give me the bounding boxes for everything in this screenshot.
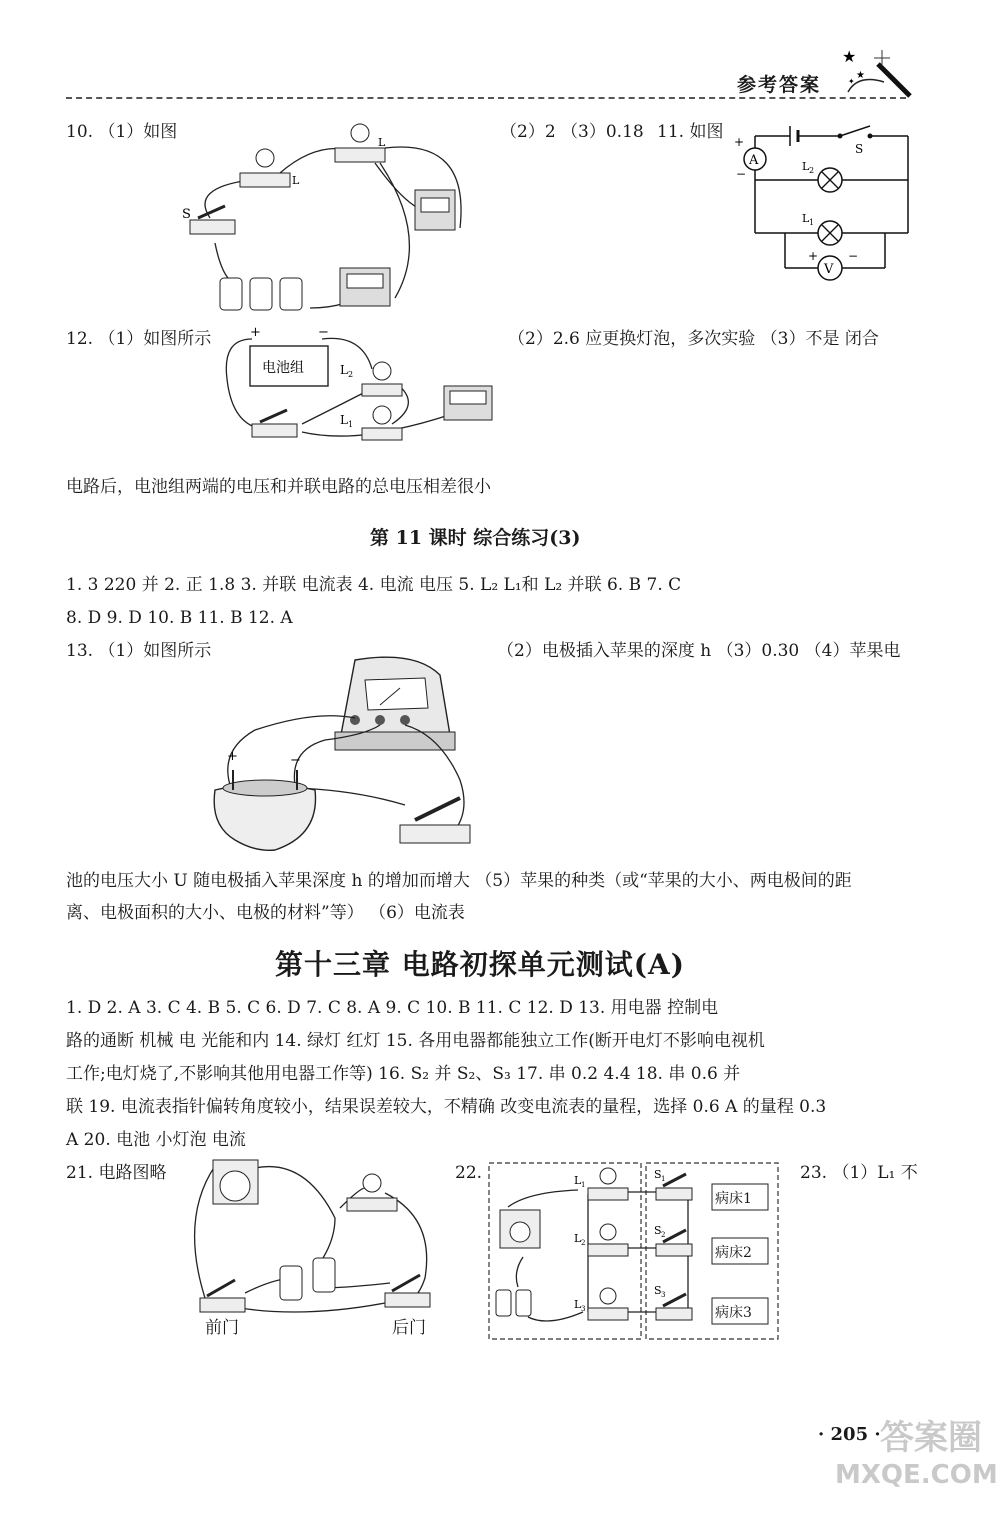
q13-answer-tail: （2）电极插入苹果的深度 h （3）0.30 （4）苹果电	[497, 641, 901, 661]
q22-bed-1: 病床1	[715, 1191, 752, 1207]
svg-text:−: −	[736, 167, 747, 181]
q21-front-door-label: 前门	[205, 1318, 239, 1338]
svg-text:2: 2	[348, 370, 354, 379]
svg-text:2: 2	[809, 166, 815, 175]
svg-text:1: 1	[348, 420, 354, 429]
svg-text:S: S	[855, 142, 864, 156]
svg-text:S: S	[182, 207, 191, 222]
q21-label: 21. 电路图略	[66, 1163, 167, 1183]
svg-text:★: ★	[842, 47, 857, 66]
q13-answer-continued-2: 离、电极面积的大小、电极的材料”等） （6）电流表	[66, 903, 465, 923]
svg-text:+: +	[734, 135, 745, 149]
q13-apple-battery-figure	[215, 640, 485, 850]
chapter-answers-line3: 工作;电灯烧了,不影响其他用电器工作等) 16. S₂ 并 S₂、S₃ 17. 串 0.2 4.4 18. 串 0.6 并	[66, 1064, 741, 1084]
svg-text:1: 1	[809, 218, 815, 227]
watermark-logo: 答案圈	[880, 1418, 982, 1458]
q10-label: 10. （1）如图	[66, 122, 178, 142]
q11-label: 11. 如图	[657, 122, 724, 142]
magic-wand-icon	[838, 44, 918, 104]
svg-text:A: A	[749, 153, 759, 168]
svg-text:★: ★	[856, 70, 865, 81]
q12-circuit-figure	[222, 324, 502, 444]
svg-text:+: +	[808, 249, 819, 263]
q22-bed-2: 病床2	[715, 1245, 752, 1261]
header-divider	[66, 97, 906, 99]
q12-answer-tail: （2）2.6 应更换灯泡，多次实验 （3）不是 闭合	[508, 329, 879, 349]
svg-text:电池组: 电池组	[262, 360, 304, 376]
svg-text:L: L	[574, 1232, 582, 1245]
q22-bed-3: 病床3	[715, 1305, 752, 1321]
watermark-url: MXQE.COM	[835, 1460, 998, 1490]
svg-text:S: S	[654, 1224, 662, 1237]
q12-label: 12. （1）如图所示	[66, 329, 212, 349]
svg-text:L: L	[340, 363, 348, 377]
svg-text:1: 1	[581, 1181, 586, 1189]
q11-circuit-diagram	[730, 118, 910, 288]
svg-text:−: −	[318, 325, 329, 340]
page-number: · 205 ·	[818, 1424, 881, 1445]
svg-text:V: V	[824, 262, 834, 277]
chapter-answers-line4: 联 19. 电流表指针偏转角度较小，结果误差较大，不精确 改变电流表的量程，选择 0.6 A 的量程 0.3	[66, 1097, 827, 1117]
svg-text:−: −	[290, 753, 301, 768]
svg-text:L: L	[340, 413, 348, 427]
q23-label: 23. （1）L₁ 不	[800, 1163, 918, 1183]
svg-text:S: S	[654, 1284, 662, 1297]
lesson11-answers-line2: 8. D 9. D 10. B 11. B 12. A	[66, 608, 293, 628]
q13-answer-continued-1: 池的电压大小 U 随电极插入苹果深度 h 的增加而增大 （5）苹果的种类（或“苹果的大小、两电极间的距	[66, 871, 852, 891]
chapter-answers-line5: A 20. 电池 小灯泡 电流	[66, 1130, 246, 1150]
chapter-title: 第十三章 电路初探单元测试(A)	[275, 948, 685, 981]
svg-text:3: 3	[661, 1291, 666, 1299]
svg-text:2: 2	[661, 1231, 666, 1239]
svg-text:S: S	[654, 1168, 662, 1181]
q22-label: 22.	[455, 1163, 483, 1183]
svg-text:3: 3	[581, 1305, 586, 1313]
q13-label: 13. （1）如图所示	[66, 641, 212, 661]
svg-text:L: L	[574, 1174, 582, 1187]
q10-answer-tail: （2）2 （3）0.18	[500, 122, 644, 142]
q10-circuit-figure	[170, 118, 500, 323]
svg-text:2: 2	[581, 1239, 586, 1247]
svg-text:1: 1	[661, 1175, 666, 1183]
svg-text:✦: ✦	[848, 77, 855, 86]
chapter-answers-line1: 1. D 2. A 3. C 4. B 5. C 6. D 7. C 8. A 9. C 10. B 11. C 12. D 13. 用电器 控制电	[66, 998, 719, 1018]
svg-text:−: −	[848, 249, 859, 263]
svg-text:L: L	[378, 136, 386, 149]
svg-text:L: L	[802, 212, 810, 225]
lesson11-title: 第 11 课时 综合练习(3)	[370, 527, 581, 549]
svg-text:L: L	[574, 1298, 582, 1311]
svg-text:L: L	[802, 160, 810, 173]
svg-text:L: L	[292, 174, 300, 187]
q21-back-door-label: 后门	[392, 1318, 426, 1338]
chapter-answers-line2: 路的通断 机械 电 光能和内 14. 绿灯 红灯 15. 各用电器都能独立工作(断开电灯不影响电视机	[66, 1031, 765, 1051]
svg-text:+: +	[227, 749, 238, 764]
svg-text:+: +	[250, 325, 261, 340]
header-title: 参考答案	[737, 74, 822, 96]
lesson11-answers-line1: 1. 3 220 并 2. 正 1.8 3. 并联 电流表 4. 电流 电压 5. L₂ L₁和 L₂ 并联 6. B 7. C	[66, 575, 682, 595]
q12-answer-continued: 电路后，电池组两端的电压和并联电路的总电压相差很小	[66, 477, 491, 497]
